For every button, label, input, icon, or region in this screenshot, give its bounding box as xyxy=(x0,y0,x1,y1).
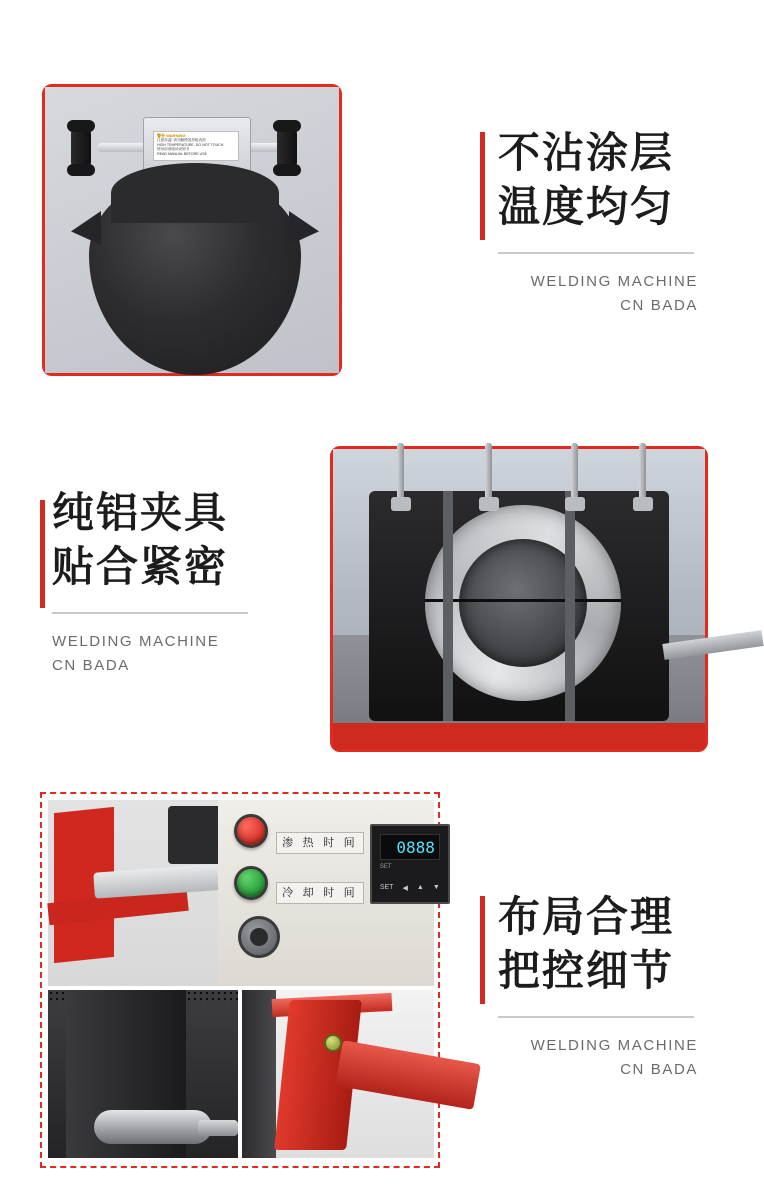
timer-key-row[interactable] xyxy=(380,884,440,896)
clamp-nut xyxy=(565,497,585,511)
section-3-accent-bar xyxy=(480,896,485,1004)
clamp-nut xyxy=(391,497,411,511)
red-diagonal-arm xyxy=(335,1040,481,1110)
clamp-bolt xyxy=(639,443,646,505)
clamp-bolt xyxy=(485,443,492,505)
timer-key-down[interactable]: ▼ xyxy=(432,884,440,891)
heat-time-label: 渗 热 时 间 xyxy=(276,832,364,854)
clamp-bolt xyxy=(397,443,404,505)
green-bolt-icon xyxy=(324,1034,342,1052)
section-3-headline-line2: 把控细节 xyxy=(498,946,675,995)
section-2-brand-line2: CN BADA xyxy=(52,657,130,674)
roller-detail-photo xyxy=(48,990,238,1158)
section-1-accent-bar xyxy=(480,132,485,240)
section-1-headline-line1: 不沾涂层 xyxy=(498,128,675,177)
dark-edge xyxy=(242,990,276,1158)
heater-warning-label xyxy=(153,131,239,161)
section-1-brand-line1: WELDING MACHINE xyxy=(530,273,698,290)
warning-label-line2: HIGH TEMPERATURE. DO NOT TOUCH. xyxy=(157,142,225,147)
heater-plate-body xyxy=(89,175,301,375)
section-2-divider xyxy=(52,612,248,614)
section-2-accent-bar xyxy=(40,500,45,608)
heater-handle-right xyxy=(277,127,297,169)
cool-time-label: 冷 却 时 间 xyxy=(276,882,364,904)
timer-key-left[interactable]: ◀ xyxy=(402,885,408,892)
clamp-photo-frame xyxy=(330,446,708,752)
section-3-divider xyxy=(498,1016,694,1018)
warning-label-line3: 使用前请阅读说明书 xyxy=(157,147,190,152)
section-2-headline-line2: 贴合紧密 xyxy=(52,542,229,591)
section-3-brand-line2: CN BADA xyxy=(620,1061,698,1078)
clamp-photo xyxy=(333,449,705,749)
warning-label-line1: 注意高温! 请勿触摸加热板表面 xyxy=(157,138,206,143)
clamp-bolt xyxy=(571,443,578,505)
emergency-stop-button[interactable] xyxy=(234,814,268,848)
clamp-gap-left xyxy=(443,491,453,721)
power-socket[interactable] xyxy=(238,916,280,958)
timer-sub-label: SET xyxy=(379,864,392,870)
clamp-seam-line xyxy=(425,599,621,602)
control-panel-face xyxy=(218,800,440,986)
section-3-headline-line1: 布局合理 xyxy=(498,892,675,941)
timer-key-set[interactable]: SET xyxy=(379,884,394,891)
section-3-brand-line1: WELDING MACHINE xyxy=(530,1037,698,1054)
timer-controller[interactable] xyxy=(370,824,450,904)
section-2-text xyxy=(52,486,282,678)
control-panel-photo xyxy=(48,800,440,986)
timer-display: 0888 xyxy=(380,834,440,860)
section-2-brand-line1: WELDING MACHINE xyxy=(52,633,220,650)
roller-shaft xyxy=(198,1120,238,1136)
steel-roller xyxy=(94,1110,212,1144)
section-1-brand-line2: CN BADA xyxy=(620,297,698,314)
heater-plate-photo-frame xyxy=(42,84,342,376)
machine-left-side xyxy=(48,800,218,986)
red-frame-joint-photo xyxy=(242,990,434,1158)
heater-plate-ear-left xyxy=(71,211,101,245)
start-button[interactable] xyxy=(234,866,268,900)
clamp-nut xyxy=(479,497,499,511)
timer-key-up[interactable]: ▲ xyxy=(416,884,424,891)
section-3-text xyxy=(498,890,698,1082)
section-1-divider xyxy=(498,252,694,254)
clamp-gap-right xyxy=(565,491,575,721)
heater-plate-photo xyxy=(45,87,339,373)
warning-label-line4: READ MANUAL BEFORE USE xyxy=(157,151,207,156)
clamp-nut xyxy=(633,497,653,511)
detail-collage-frame xyxy=(40,792,440,1168)
section-1-text xyxy=(498,126,698,318)
heater-handle-left xyxy=(71,127,91,169)
heater-plate-ear-right xyxy=(289,211,319,245)
section-2-headline-line1: 纯铝夹具 xyxy=(52,488,229,537)
warning-label-title: 警告 WARNING xyxy=(157,133,186,138)
red-base-frame xyxy=(333,723,705,749)
section-1-headline-line2: 温度均匀 xyxy=(498,182,675,231)
